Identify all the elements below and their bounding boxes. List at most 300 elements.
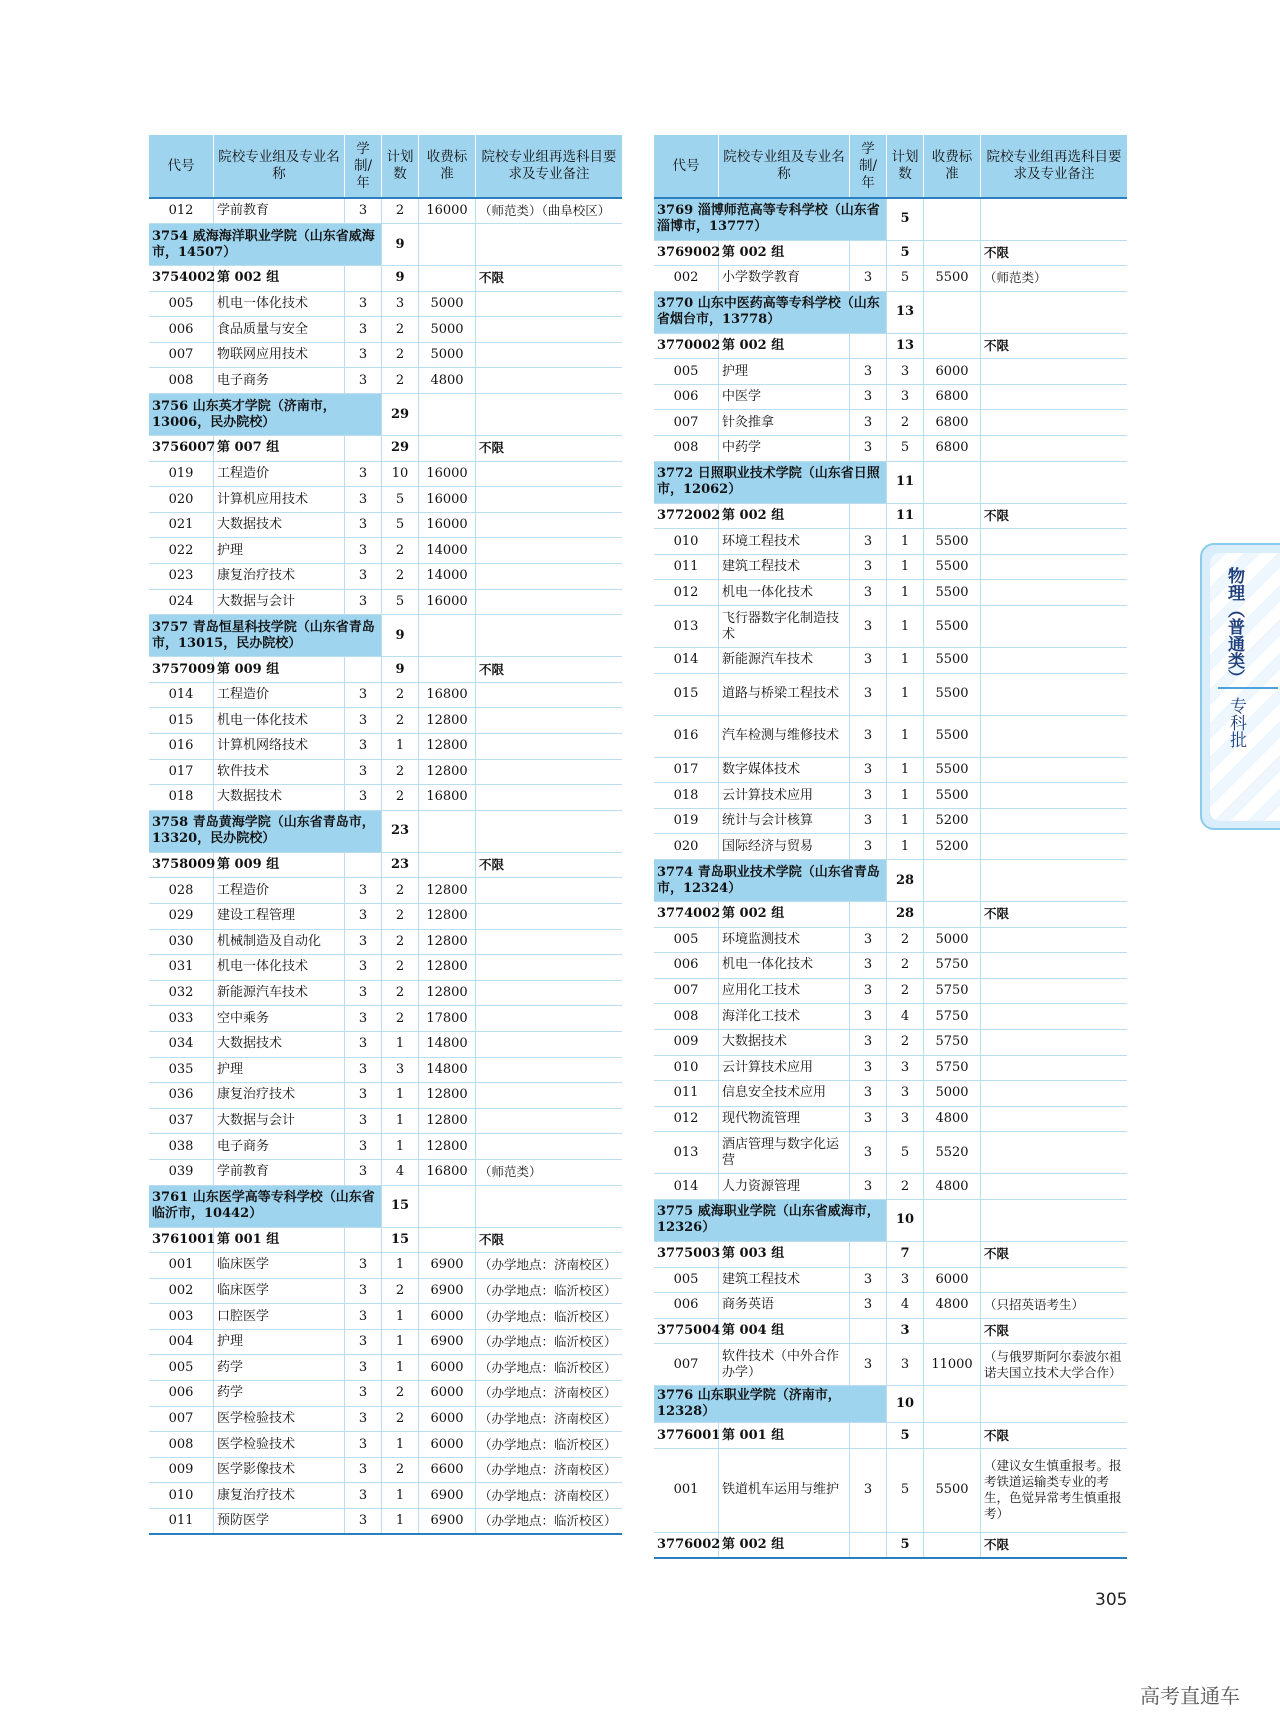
major-years: 3: [850, 757, 887, 783]
major-fee: 5520: [924, 1132, 981, 1174]
school-name: 3754 威海海洋职业学院（山东省威海市，14507）: [149, 224, 382, 266]
major-years: 3: [345, 1057, 382, 1083]
major-fee: 6900: [419, 1509, 476, 1535]
major-years: 3: [345, 1253, 382, 1279]
major-row: [149, 589, 622, 615]
major-name: 电子商务: [214, 368, 345, 394]
major-plan-count: 3: [887, 1106, 924, 1132]
major-years: 3: [850, 834, 887, 860]
group-years-cell: [850, 240, 887, 266]
major-plan-count: 3: [887, 1267, 924, 1293]
major-plan-count: 2: [887, 927, 924, 953]
major-plan-count: 2: [382, 538, 419, 564]
major-name: 统计与会计核算: [719, 808, 850, 834]
group-plan-count: 29: [382, 436, 419, 462]
major-plan-count: 5: [382, 589, 419, 615]
major-row: [149, 1134, 622, 1160]
school-row: [149, 1185, 622, 1227]
major-years: 3: [850, 648, 887, 674]
major-fee: 6900: [419, 1483, 476, 1509]
major-row: [654, 953, 1127, 979]
major-row: [149, 291, 622, 317]
school-row: [654, 198, 1127, 240]
school-name: 3776 山东职业学院（济南市，12328）: [654, 1386, 887, 1423]
major-name: 国际经济与贸易: [719, 834, 850, 860]
major-remark: [981, 359, 1128, 385]
major-name: 预防医学: [214, 1509, 345, 1535]
major-name: 空中乘务: [214, 1006, 345, 1032]
major-code: 031: [149, 955, 214, 981]
major-row: [654, 266, 1127, 292]
section-side-tab: [1200, 543, 1280, 830]
major-remark: （办学地点：济南校区）: [476, 1381, 623, 1407]
major-remark: [476, 734, 623, 760]
major-name: 大数据技术: [214, 785, 345, 811]
major-remark: [981, 648, 1128, 674]
major-fee: 6900: [419, 1329, 476, 1355]
major-row: [654, 580, 1127, 606]
school-name: 3757 青岛恒星科技学院（山东省青岛市，13015，民办院校）: [149, 615, 382, 657]
school-plan-count: 9: [382, 615, 419, 657]
major-years: 3: [850, 1448, 887, 1532]
major-code: 033: [149, 1006, 214, 1032]
major-code: 010: [149, 1483, 214, 1509]
school-row: [149, 810, 622, 852]
major-remark: [476, 903, 623, 929]
major-plan-count: 5: [887, 1132, 924, 1174]
major-row: [149, 564, 622, 590]
major-plan-count: 2: [382, 903, 419, 929]
school-plan-count: 28: [887, 860, 924, 902]
major-plan-count: 1: [382, 1509, 419, 1535]
group-plan-count: 9: [382, 266, 419, 292]
major-code: 008: [149, 1432, 214, 1458]
major-plan-count: 1: [887, 673, 924, 715]
major-remark: [981, 1267, 1128, 1293]
major-remark: [981, 834, 1128, 860]
major-row: [654, 1106, 1127, 1132]
major-plan-count: 2: [382, 708, 419, 734]
major-code: 012: [654, 580, 719, 606]
major-row: [654, 783, 1127, 809]
group-years-cell: [345, 436, 382, 462]
school-fee-cell: [924, 461, 981, 503]
major-name: 医学影像技术: [214, 1457, 345, 1483]
major-plan-count: 1: [887, 648, 924, 674]
side-tab-category: 物理（普通类）: [1224, 567, 1244, 686]
major-remark: [476, 708, 623, 734]
school-remark-cell: [981, 860, 1128, 902]
major-row: [149, 1406, 622, 1432]
major-fee: 4800: [924, 1293, 981, 1319]
group-years-cell: [850, 1423, 887, 1449]
major-plan-count: 1: [382, 734, 419, 760]
group-years-cell: [345, 1227, 382, 1253]
group-row: [654, 503, 1127, 529]
major-name: 建筑工程技术: [719, 554, 850, 580]
school-name: 3775 威海职业学院（山东省威海市，12326）: [654, 1199, 887, 1241]
major-row: [654, 554, 1127, 580]
major-fee: 5000: [419, 317, 476, 343]
group-name: 第 001 组: [214, 1227, 345, 1253]
major-fee: 12800: [419, 708, 476, 734]
major-years: 3: [345, 759, 382, 785]
major-fee: 5750: [924, 953, 981, 979]
major-remark: [476, 1083, 623, 1109]
group-name: 第 002 组: [719, 503, 850, 529]
major-plan-count: 1: [382, 1083, 419, 1109]
major-years: 3: [850, 606, 887, 648]
group-code: 3754002: [149, 266, 214, 292]
major-plan-count: 1: [382, 1134, 419, 1160]
major-plan-count: 1: [887, 783, 924, 809]
group-plan-count: 28: [887, 902, 924, 928]
major-years: 3: [345, 1031, 382, 1057]
major-plan-count: 1: [382, 1304, 419, 1330]
major-fee: 5000: [924, 1081, 981, 1107]
major-row: [149, 1057, 622, 1083]
major-fee: 6000: [419, 1381, 476, 1407]
major-name: 药学: [214, 1381, 345, 1407]
major-row: [654, 927, 1127, 953]
major-code: 023: [149, 564, 214, 590]
group-plan-count: 5: [887, 1532, 924, 1558]
major-row: [149, 317, 622, 343]
major-fee: 5500: [924, 757, 981, 783]
major-fee: 5500: [924, 715, 981, 757]
group-subject-requirement: 不限: [981, 1318, 1128, 1344]
right-column: [654, 135, 1127, 1559]
major-row: [654, 1174, 1127, 1200]
major-name: 大数据技术: [214, 1031, 345, 1057]
major-code: 006: [654, 1293, 719, 1319]
major-remark: （办学地点：济南校区）: [476, 1406, 623, 1432]
group-code: 3775003: [654, 1241, 719, 1267]
major-code: 039: [149, 1159, 214, 1185]
major-row: [654, 1081, 1127, 1107]
major-plan-count: 3: [887, 1344, 924, 1386]
major-plan-count: 3: [887, 1081, 924, 1107]
group-fee-cell: [924, 902, 981, 928]
school-name: 3756 山东英才学院（济南市，13006，民办院校）: [149, 394, 382, 436]
major-remark: [476, 512, 623, 538]
major-code: 016: [149, 734, 214, 760]
group-subject-requirement: 不限: [981, 1241, 1128, 1267]
side-tab-panel: [1210, 553, 1280, 821]
major-years: 3: [850, 359, 887, 385]
group-fee-cell: [419, 266, 476, 292]
page-number: 305: [1095, 1590, 1128, 1610]
school-fee-cell: [419, 615, 476, 657]
major-fee: 5750: [924, 978, 981, 1004]
major-code: 005: [654, 1267, 719, 1293]
major-years: 3: [345, 878, 382, 904]
major-row: [149, 734, 622, 760]
major-name: 汽车检测与维修技术: [719, 715, 850, 757]
major-years: 3: [850, 673, 887, 715]
major-remark: （建议女生慎重报考。报考铁道运输类专业的考生，色觉异常考生慎重报考）: [981, 1448, 1128, 1532]
major-row: [654, 673, 1127, 715]
major-name: 飞行器数字化制造技术: [719, 606, 850, 648]
major-name: 机电一体化技术: [719, 580, 850, 606]
major-fee: 5200: [924, 834, 981, 860]
major-remark: [981, 410, 1128, 436]
major-fee: 14800: [419, 1031, 476, 1057]
major-fee: 12800: [419, 955, 476, 981]
major-years: 3: [850, 1132, 887, 1174]
major-code: 008: [149, 368, 214, 394]
major-row: [654, 1132, 1127, 1174]
group-name: 第 009 组: [214, 852, 345, 878]
major-name: 康复治疗技术: [214, 1083, 345, 1109]
major-code: 005: [149, 291, 214, 317]
major-years: 3: [345, 538, 382, 564]
major-remark: [981, 384, 1128, 410]
major-years: 3: [345, 1134, 382, 1160]
major-row: [149, 1253, 622, 1279]
school-row: [149, 394, 622, 436]
major-years: 3: [850, 715, 887, 757]
major-years: 3: [345, 564, 382, 590]
major-fee: 16800: [419, 1159, 476, 1185]
group-plan-count: 15: [382, 1227, 419, 1253]
major-row: [149, 1108, 622, 1134]
group-subject-requirement: 不限: [981, 240, 1128, 266]
group-plan-count: 23: [382, 852, 419, 878]
major-plan-count: 1: [382, 1031, 419, 1057]
school-remark-cell: [476, 224, 623, 266]
major-remark: [476, 342, 623, 368]
major-years: 3: [850, 1004, 887, 1030]
major-remark: [476, 291, 623, 317]
major-years: 3: [345, 291, 382, 317]
major-years: 3: [345, 980, 382, 1006]
major-years: 3: [850, 529, 887, 555]
major-code: 005: [654, 359, 719, 385]
major-code: 004: [149, 1329, 214, 1355]
major-name: 计算机应用技术: [214, 487, 345, 513]
group-fee-cell: [924, 240, 981, 266]
group-years-cell: [345, 852, 382, 878]
major-code: 021: [149, 512, 214, 538]
major-remark: （办学地点：济南校区）: [476, 1457, 623, 1483]
major-plan-count: 2: [382, 980, 419, 1006]
major-remark: [476, 1006, 623, 1032]
major-plan-count: 1: [887, 554, 924, 580]
major-years: 3: [345, 682, 382, 708]
major-fee: 6000: [924, 359, 981, 385]
school-fee-cell: [419, 1185, 476, 1227]
major-fee: 6900: [419, 1253, 476, 1279]
major-code: 024: [149, 589, 214, 615]
major-remark: （办学地点：临沂校区）: [476, 1509, 623, 1535]
major-remark: （与俄罗斯阿尔泰波尔祖诺夫国立技术大学合作）: [981, 1344, 1128, 1386]
school-plan-count: 9: [382, 224, 419, 266]
group-fee-cell: [924, 503, 981, 529]
school-plan-count: 15: [382, 1185, 419, 1227]
major-years: 3: [850, 1081, 887, 1107]
major-years: 3: [850, 436, 887, 462]
major-name: 道路与桥梁工程技术: [719, 673, 850, 715]
major-fee: 16000: [419, 487, 476, 513]
major-code: 022: [149, 538, 214, 564]
school-fee-cell: [924, 291, 981, 333]
major-plan-count: 1: [382, 1108, 419, 1134]
school-fee-cell: [924, 860, 981, 902]
major-fee: 5500: [924, 554, 981, 580]
major-remark: [476, 929, 623, 955]
major-code: 007: [654, 410, 719, 436]
major-name: 工程造价: [214, 682, 345, 708]
major-row: [149, 1355, 622, 1381]
major-plan-count: 2: [382, 1006, 419, 1032]
major-code: 014: [654, 1174, 719, 1200]
group-name: 第 002 组: [719, 1532, 850, 1558]
major-code: 016: [654, 715, 719, 757]
major-years: 3: [345, 1108, 382, 1134]
major-name: 环境监测技术: [719, 927, 850, 953]
major-remark: [476, 461, 623, 487]
school-plan-count: 29: [382, 394, 419, 436]
school-plan-count: 10: [887, 1386, 924, 1423]
major-name: 商务英语: [719, 1293, 850, 1319]
major-name: 信息安全技术应用: [719, 1081, 850, 1107]
group-code: 3757009: [149, 657, 214, 683]
major-name: 护理: [719, 359, 850, 385]
group-name: 第 007 组: [214, 436, 345, 462]
group-name: 第 009 组: [214, 657, 345, 683]
school-fee-cell: [419, 810, 476, 852]
major-years: 3: [345, 487, 382, 513]
major-code: 013: [654, 606, 719, 648]
school-row: [654, 291, 1127, 333]
major-fee: 17800: [419, 1006, 476, 1032]
major-name: 护理: [214, 1329, 345, 1355]
major-name: 软件技术（中外合作办学）: [719, 1344, 850, 1386]
major-name: 大数据技术: [719, 1029, 850, 1055]
major-name: 物联网应用技术: [214, 342, 345, 368]
major-fee: 5500: [924, 529, 981, 555]
right-table-body: [654, 198, 1127, 1558]
major-years: 3: [850, 1344, 887, 1386]
group-code: 3776001: [654, 1423, 719, 1449]
group-name: 第 003 组: [719, 1241, 850, 1267]
major-row: [149, 980, 622, 1006]
major-row: [654, 1004, 1127, 1030]
admission-plan-table-right: [654, 135, 1127, 1559]
major-code: 005: [654, 927, 719, 953]
school-fee-cell: [419, 224, 476, 266]
major-row: [654, 757, 1127, 783]
major-remark: [476, 759, 623, 785]
major-fee: 5500: [924, 1448, 981, 1532]
major-plan-count: 1: [382, 1355, 419, 1381]
major-years: 3: [850, 927, 887, 953]
group-fee-cell: [419, 657, 476, 683]
major-years: 3: [850, 580, 887, 606]
major-years: 3: [850, 384, 887, 410]
major-name: 临床医学: [214, 1253, 345, 1279]
major-code: 037: [149, 1108, 214, 1134]
school-remark-cell: [981, 461, 1128, 503]
major-code: 018: [149, 785, 214, 811]
major-row: [149, 461, 622, 487]
major-remark: （办学地点：临沂校区）: [476, 1432, 623, 1458]
major-name: 建设工程管理: [214, 903, 345, 929]
group-fee-cell: [924, 1318, 981, 1344]
major-plan-count: 5: [887, 266, 924, 292]
major-code: 018: [654, 783, 719, 809]
major-row: [654, 648, 1127, 674]
group-row: [654, 240, 1127, 266]
major-name: 软件技术: [214, 759, 345, 785]
major-remark: [476, 368, 623, 394]
group-years-cell: [850, 503, 887, 529]
major-fee: 5750: [924, 1004, 981, 1030]
major-remark: [476, 538, 623, 564]
major-years: 3: [345, 1329, 382, 1355]
major-remark: [476, 487, 623, 513]
major-code: 001: [149, 1253, 214, 1279]
major-code: 005: [149, 1355, 214, 1381]
major-remark: （办学地点：临沂校区）: [476, 1329, 623, 1355]
major-fee: 12800: [419, 903, 476, 929]
header-plan: 计划数: [887, 135, 924, 198]
header-fee: 收费标准: [419, 135, 476, 198]
major-years: 3: [850, 783, 887, 809]
header-years: 学制/年: [850, 135, 887, 198]
header-fee: 收费标准: [924, 135, 981, 198]
major-code: 029: [149, 903, 214, 929]
major-code: 017: [654, 757, 719, 783]
major-plan-count: 3: [382, 1057, 419, 1083]
major-name: 新能源汽车技术: [719, 648, 850, 674]
major-plan-count: 2: [887, 978, 924, 1004]
major-years: 3: [345, 1432, 382, 1458]
major-years: 3: [345, 198, 382, 224]
major-name: 电子商务: [214, 1134, 345, 1160]
major-name: 云计算技术应用: [719, 783, 850, 809]
group-code: 3776002: [654, 1532, 719, 1558]
school-plan-count: 13: [887, 291, 924, 333]
group-name: 第 002 组: [719, 902, 850, 928]
major-years: 3: [345, 1355, 382, 1381]
major-fee: 6800: [924, 436, 981, 462]
major-code: 015: [149, 708, 214, 734]
major-plan-count: 2: [382, 878, 419, 904]
major-name: 针灸推拿: [719, 410, 850, 436]
major-fee: 12800: [419, 759, 476, 785]
group-name: 第 002 组: [214, 266, 345, 292]
major-years: 3: [850, 1174, 887, 1200]
major-plan-count: 2: [382, 1278, 419, 1304]
header-remark: 院校专业组再选科目要求及专业备注: [476, 135, 623, 198]
group-years-cell: [850, 1241, 887, 1267]
major-code: 006: [654, 384, 719, 410]
major-row: [654, 384, 1127, 410]
group-row: [149, 657, 622, 683]
school-row: [654, 1199, 1127, 1241]
major-row: [149, 1457, 622, 1483]
major-fee: 12800: [419, 1108, 476, 1134]
major-remark: [981, 580, 1128, 606]
major-row: [149, 1006, 622, 1032]
major-fee: 5000: [419, 291, 476, 317]
major-name: 新能源汽车技术: [214, 980, 345, 1006]
school-name: 3769 淄博师范高等专科学校（山东省淄博市，13777）: [654, 198, 887, 240]
major-years: 3: [345, 1304, 382, 1330]
school-fee-cell: [419, 394, 476, 436]
